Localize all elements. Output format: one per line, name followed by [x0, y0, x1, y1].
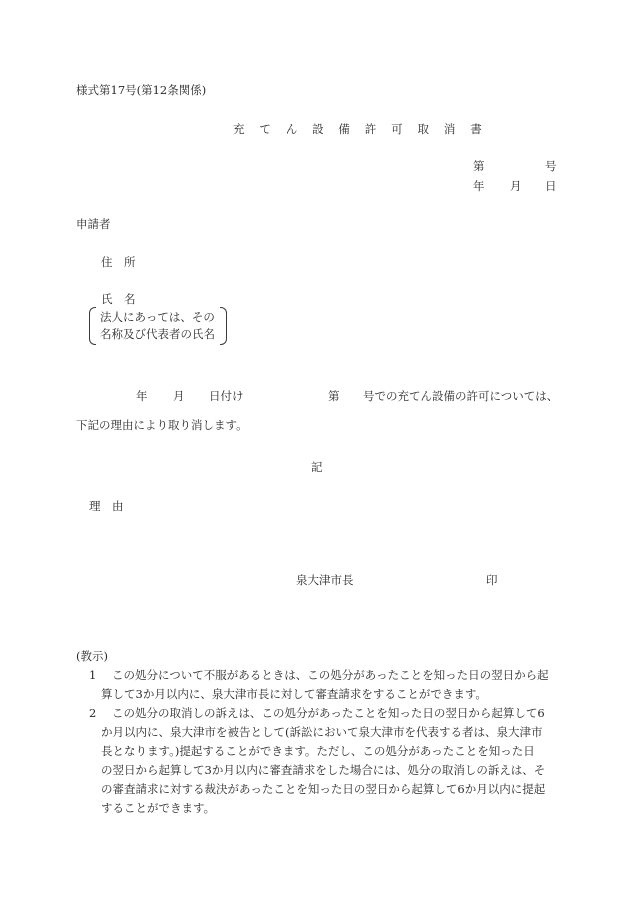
instruction-number: 1: [89, 668, 97, 682]
instruction-line: この処分について不服があるときは、この処分があったことを知った日の翌日から起: [112, 668, 549, 682]
body-line2-text: 下記の理由により取り消します。: [76, 418, 248, 432]
body-line1-text: 号での充てん設備の許可については、: [363, 389, 559, 403]
corporate-note-line: 名称及び代表者の氏名: [100, 327, 215, 341]
form-number: 様式第17号(第12条関係): [76, 83, 207, 97]
body-year: 年: [136, 389, 148, 403]
body-number-prefix: 第: [328, 389, 340, 403]
body-day: 日付け: [209, 389, 244, 403]
document-title: 充 て ん 設 備 許 可 取 消 書: [233, 122, 488, 136]
instruction-line: 算して3か月以内に、泉大津市長に対して審査請求をすることができます。: [101, 687, 487, 701]
instruction-line: の翌日から起算して3か月以内に審査請求をした場合には、処分の取消しの訴えは、そ: [101, 763, 546, 777]
right-bracket-icon: [220, 307, 227, 345]
instruction-line: この処分の取消しの訴えは、この処分があったことを知った日の翌日から起算して6: [112, 706, 545, 720]
issue-number-prefix: 第: [473, 159, 485, 173]
instructions-heading: (教示): [76, 649, 108, 663]
left-bracket-icon: [89, 307, 96, 345]
issue-date-year: 年: [473, 179, 485, 193]
instruction-line: 長となります。)提起することができます。ただし、この処分があったことを知った日: [101, 744, 535, 758]
corporate-note-line: 法人にあっては、その: [100, 310, 215, 324]
name-label: 氏 名: [101, 292, 136, 306]
instruction-line: か月以内に、泉大津市を被告として(訴訟において泉大津市を代表する者は、泉大津市: [101, 725, 543, 739]
seal-mark: 印: [486, 573, 498, 587]
record-heading: 記: [311, 460, 323, 474]
address-label: 住 所: [101, 255, 136, 269]
reason-label: 理 由: [89, 499, 124, 513]
issue-number-suffix: 号: [545, 159, 557, 173]
issue-date-day: 日: [545, 179, 557, 193]
instruction-line: することができます。: [101, 801, 216, 815]
body-month: 月: [173, 389, 185, 403]
issue-date-month: 月: [510, 179, 522, 193]
instruction-number: 2: [89, 706, 97, 720]
issuer-name: 泉大津市長: [296, 573, 354, 587]
instruction-line: の審査請求に対する裁決があったことを知った日の翌日から起算して6か月以内に提起: [101, 782, 546, 796]
applicant-heading: 申請者: [76, 217, 111, 231]
